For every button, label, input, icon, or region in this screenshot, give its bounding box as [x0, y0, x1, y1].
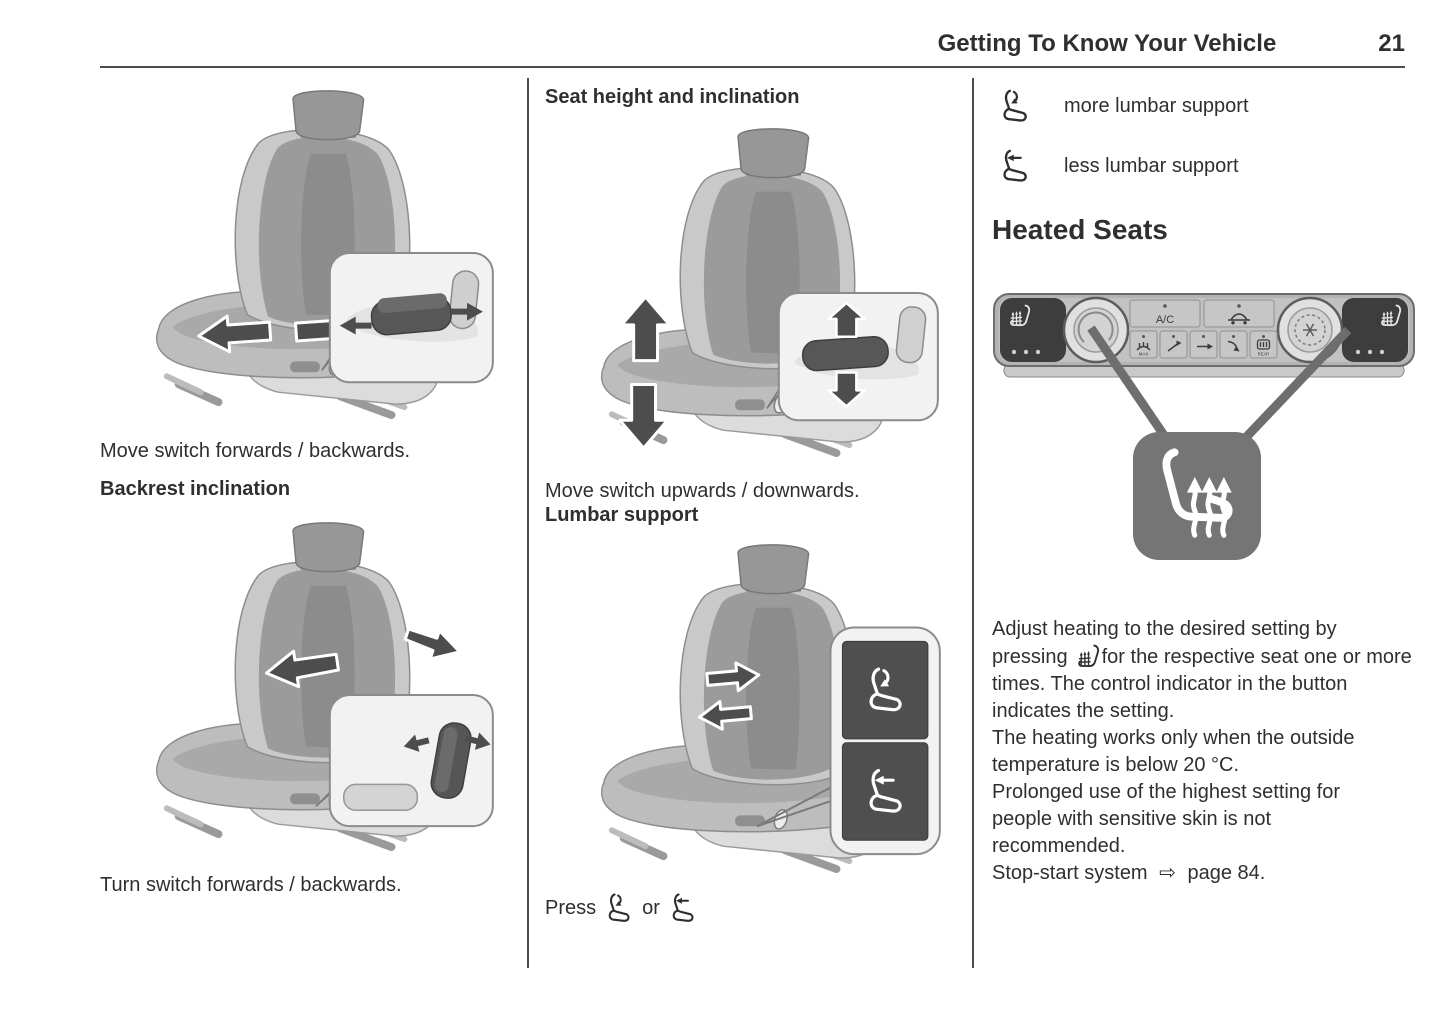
column-divider-2: [972, 78, 974, 968]
less-lumbar-support-icon: [668, 892, 698, 924]
heated-seat-symbol: [1133, 432, 1261, 560]
legend-more-lumbar: [992, 88, 1249, 124]
press-instruction: [545, 892, 698, 924]
heading-backrest-inclination: Backrest inclination: [100, 478, 291, 500]
heading-lumbar-support: Lumbar support: [545, 504, 699, 526]
rear-label: REAR: [1257, 351, 1270, 357]
heading-seat-height: Seat height and inclination: [545, 86, 800, 108]
seat-forward-backward-figure: [100, 86, 500, 424]
legend-label: less lumbar support: [1064, 154, 1239, 177]
stop-start-page: page 84.: [1187, 862, 1266, 884]
less-lumbar-button: [842, 743, 927, 840]
more-lumbar-support-icon: [998, 88, 1032, 124]
paragraph-adjust-heating: Adjust heating to the desired setting by pressing for the respective seat one or more times. The control indicator in the button indicates the setting.: [992, 618, 1412, 722]
backrest-inclination-figure: [100, 518, 500, 856]
cross-reference-arrow-icon: ⇨: [1159, 862, 1176, 884]
seat-height-figure: [545, 124, 945, 462]
caption-backrest: Turn switch forwards / backwards.: [100, 874, 402, 896]
less-lumbar-support-icon: [998, 148, 1032, 184]
page-header: [100, 30, 1405, 58]
caption-seat-position: Move switch forwards / backwards.: [100, 440, 411, 462]
page-title: Getting To Know Your Vehicle: [937, 30, 1277, 57]
page-number: 21: [1378, 30, 1405, 57]
legend-label: more lumbar support: [1064, 94, 1249, 117]
caption-seat-height: Move switch upwards / downwards.: [545, 480, 860, 502]
seat-switch-icon: [802, 336, 889, 372]
press-or-label: or: [642, 896, 660, 919]
heated-seat-icon: [1141, 440, 1253, 552]
paragraph-outside-temperature: The heating works only when the outside temperature is below 20 °C.: [992, 727, 1355, 776]
lumbar-support-figure: [545, 540, 945, 878]
legend-less-lumbar: [992, 148, 1239, 184]
header-rule: [100, 66, 1405, 68]
press-label: Press: [545, 896, 597, 919]
stop-start-link: Stop-start system: [992, 862, 1148, 884]
arrow-incline-icon: [402, 621, 464, 667]
heated-seat-icon: [1075, 643, 1101, 669]
more-lumbar-support-icon: [604, 892, 634, 924]
column-divider-1: [527, 78, 529, 968]
paragraph-prolonged-use: Prolonged use of the highest setting for people with sensitive skin is not recommended.: [992, 781, 1341, 857]
heated-seats-text: [992, 616, 1416, 887]
ac-label: A/C: [1155, 314, 1175, 326]
heading-heated-seats: Heated Seats: [992, 214, 1168, 245]
more-lumbar-button: [842, 641, 927, 738]
max-label: MAX: [1138, 351, 1149, 357]
paragraph-stop-start: [992, 860, 1416, 887]
